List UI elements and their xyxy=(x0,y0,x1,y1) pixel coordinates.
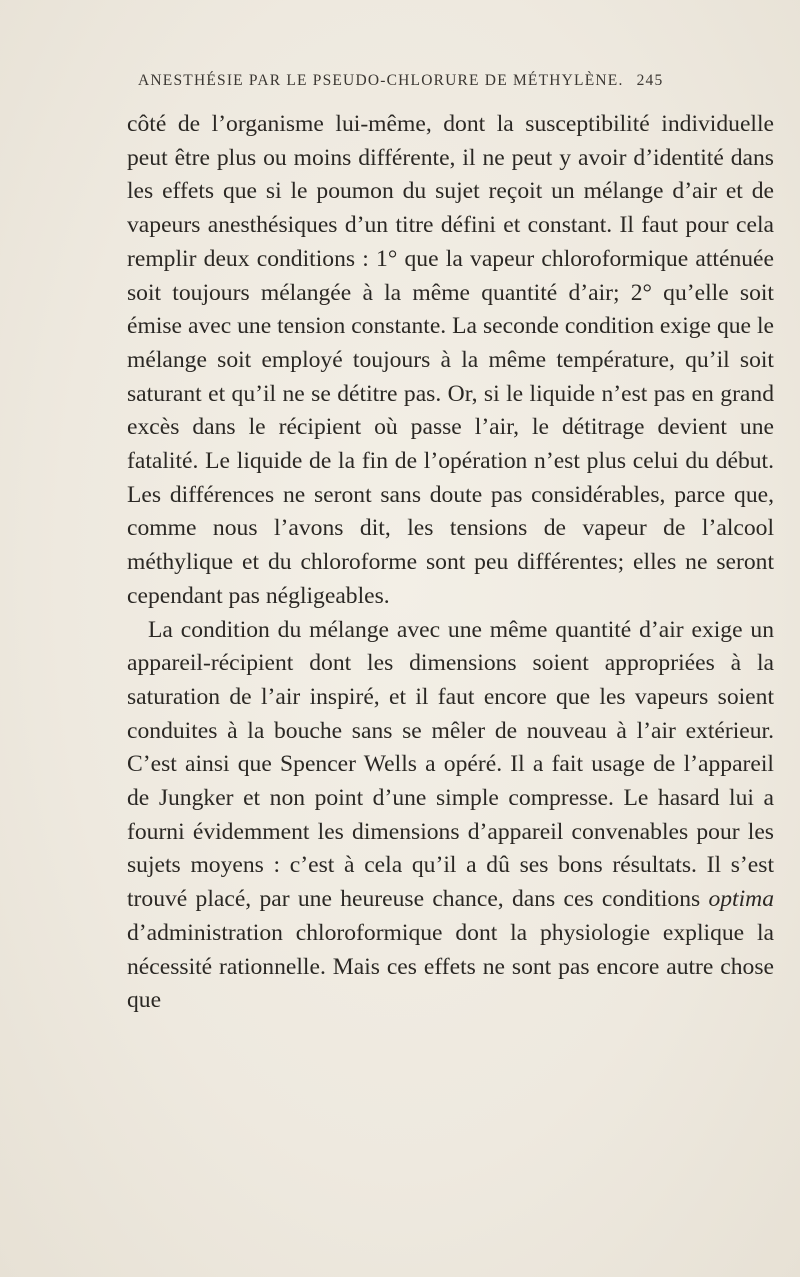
paragraph-text-before: La condition du mélange avec une même quantité d’air exige un appareil-récipient dont les dimensions soient appropriées à la saturation de l’air inspiré, et il faut encore que les vapeurs soient conduites à la bouche sans se mêler de nouveau à l’air extérieur. C’est ainsi que Spencer Wells a opéré. Il a fait usage de l’appareil de Jungker et non point d’une simple compresse. Le hasard lui a fourni évidemment les dimensions d’appareil convenables pour les sujets moyens : c’est à cela qu’il a dû ses bons résultats. Il s’est trouvé placé, par une heureuse chance, dans ces conditions xyxy=(127,616,774,913)
page-number: 245 xyxy=(636,72,664,89)
italic-term: optima xyxy=(708,886,774,913)
paragraph-continuation: côté de l’organisme lui-même, dont la susceptibilité individuelle peut être plus ou moins différente, il ne peut y avoir d’identité dans les effets que si le poumon du sujet reçoit un mélange d’air et de vapeurs anesthésiques d’un titre défini et constant. Il faut pour cela remplir deux conditions : 1° que la vapeur chloroformique atténuée soit toujours mélangée à la même quantité d’air; 2° qu’elle soit émise avec une tension constante. La seconde condition exige que le mélange soit employé toujours à la même température, qu’il soit saturant et qu’il ne se détitre pas. Or, si le liquide n’est pas en grand excès dans le récipient où passe l’air, le détitrage devient une fatalité. Le liquide de la fin de l’opération n’est plus celui du début. Les différences ne seront sans doute pas considérables, parce que, comme nous l’avons dit, les tensions de vapeur de l’alcool méthylique et du chloroforme sont peu différentes; elles ne seront cependant pas négligeables. xyxy=(127,111,774,609)
running-head-title: ANESTHÉSIE PAR LE PSEUDO-CHLORURE DE MÉTHYLÈNE. xyxy=(138,72,624,89)
paragraph-text-after: d’administration chloroformique dont la physiologie explique la nécessité rationnelle. Mais ces effets ne sont pas encore autre chose que xyxy=(127,919,774,1014)
body-text xyxy=(127,108,774,1018)
running-head xyxy=(138,72,768,90)
paragraph-mixture-condition xyxy=(127,614,774,1018)
